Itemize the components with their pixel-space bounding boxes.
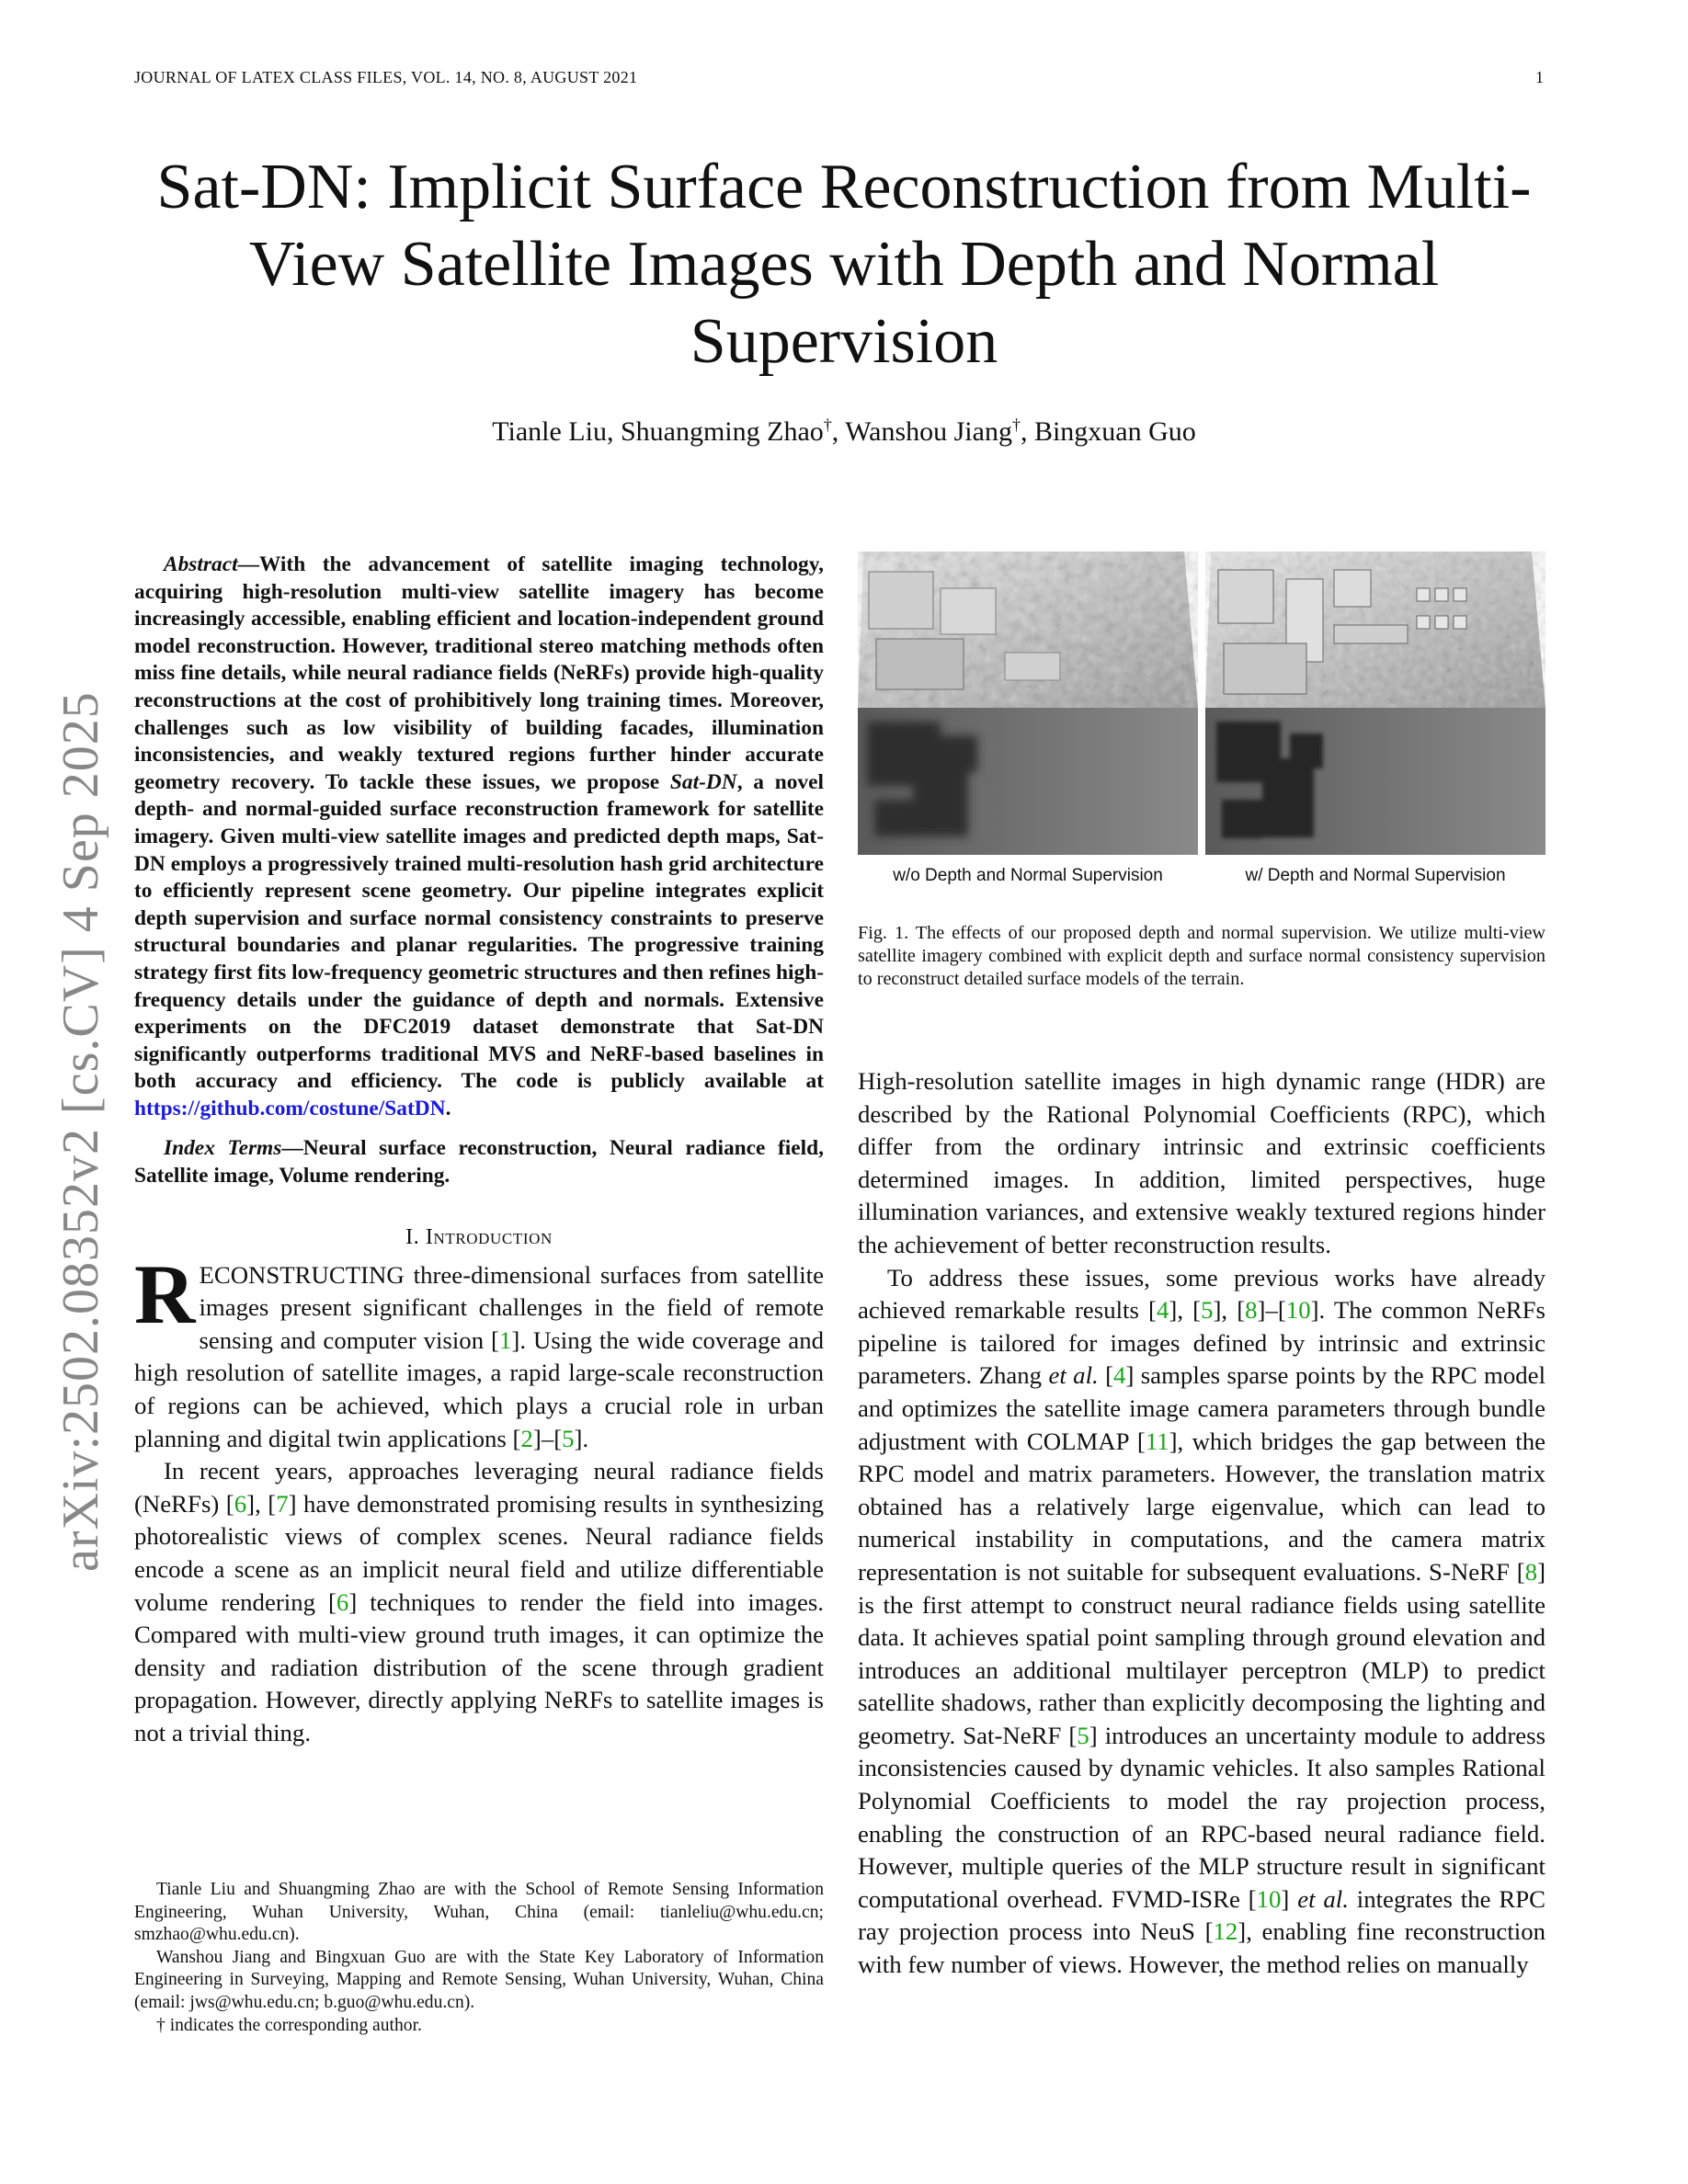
figure-caption: Fig. 1. The effects of our proposed depth and normal supervision. We utilize multi-view satellite imagery combined with explicit depth and surface normal consistency supervision to reconstruct detailed surface models of the terrain. (858, 923, 1545, 990)
arxiv-stamp: arXiv:2502.08352v2 [cs.CV] 4 Sep 2025 (52, 691, 109, 1572)
figure-label-right: w/ Depth and Normal Supervision (1245, 866, 1506, 885)
citation-link[interactable]: 10 (1256, 1884, 1282, 1913)
code-link[interactable]: https://github.com/costune/SatDN (134, 1096, 446, 1120)
text: ECONSTRUCTING three-dimensional surfaces from satellite images present significant challenges in the field of remote sensing and computer vision [ (199, 1260, 824, 1354)
citation-link[interactable]: 5 (1077, 1721, 1089, 1749)
text: ]–[ (1257, 1296, 1286, 1325)
figure-label-left: w/o Depth and Normal Supervision (893, 866, 1163, 885)
paper-title: Sat-DN: Implicit Surface Reconstruction from Multi-View Satellite Images with Depth and Normal Supervision (156, 152, 1532, 377)
text: ], which bridges the gap between the RPC model and matrix parameters. However, the translation matrix obtained has a relatively large eigenvalue, which can lead to numerical instability in computations, and the camera matrix representation is not suitable for subsequent evaluations. S-NeRF [ (858, 1427, 1545, 1586)
section-number: I. (405, 1224, 426, 1249)
citation-link[interactable]: 12 (1213, 1917, 1238, 1946)
text: ] is the first attempt to construct neural radiance fields using satellite data. It achieves spatial point sampling through ground elevation and introduces an additional multilayer perceptron (MLP) to predict satellite shadows, rather than explicitly decomposing the lighting and geometry. Sat-NeRF [ (858, 1557, 1545, 1749)
left-column (134, 552, 824, 1750)
abstract (134, 552, 824, 1122)
citation-link[interactable]: 2 (520, 1424, 533, 1452)
citation-link[interactable]: 6 (234, 1489, 247, 1518)
abstract-text: —With the advancement of satellite imaging technology, acquiring high-resolution multi-view satellite imagery has become increasingly accessible, enabling efficient and location-independent ground model reconstruction. However, traditional stereo matching methods often miss fine details, while neural radiance fields (NeRFs) provide high-quality reconstructions at the cost of prohibitively long training times. Moreover, challenges such as low visibility of building facades, illumination inconsistencies, and weakly textured regions further hinder accurate geometry recovery. To tackle these issues, we propose (134, 552, 824, 794)
citation-link[interactable]: 4 (1156, 1296, 1169, 1325)
drop-cap: R (134, 1246, 196, 1341)
dagger-mark: † (823, 415, 832, 434)
footnotes (134, 1879, 824, 2037)
abstract-text-2: , a novel depth- and normal-guided surface reconstruction framework for satellite imagery. Given multi-view satellite images and predicted depth maps, Sat-DN employs a progressively trained multi-resolution hash grid architecture to efficiently represent scene geometry. Our pipeline integrates explicit depth supervision and surface normal consistency constraints to preserve structural boundaries and planar regularities. The progressive training strategy first fits low-frequency geometric structures and then refines high-frequency details under the guidance of depth and normals. Extensive experiments on the DFC2019 dataset demonstrate that Sat-DN significantly outperforms traditional MVS and NeRF-based baselines in both accuracy and efficiency. The code is publicly available at (134, 769, 824, 1094)
text: ] samples sparse points by the RPC model and optimizes the satellite image camera parameters through bundle adjustment with COLMAP [ (858, 1361, 1546, 1455)
index-terms-label: Index Terms (164, 1136, 282, 1161)
mesh-render-with-supervision (1205, 552, 1545, 708)
right-paragraph-1: High-resolution satellite images in high dynamic range (HDR) are described by the Rational Polynomial Coefficients (RPC), which differ from the ordinary intrinsic and extrinsic coefficients determined images. In addition, limited perspectives, huge illumination variances, and extensive weakly textured regions hinder the achievement of better reconstruction results. (858, 1067, 1545, 1258)
index-terms-text: —Neural surface reconstruction, Neural radiance field, Satellite image, Volume rendering. (134, 1136, 824, 1189)
abstract-end: . (445, 1096, 451, 1120)
citation-link[interactable]: 7 (276, 1489, 289, 1518)
citation-link[interactable]: 5 (1201, 1296, 1214, 1325)
text: ], [ (1169, 1296, 1202, 1325)
right-paragraph-2 (858, 1262, 1545, 1982)
section-name: Introduction (425, 1224, 553, 1249)
author-3: , Bingxuan Guo (1020, 416, 1196, 447)
text: ]. Using the wide coverage and high resolution of satellite images, a rapid large-scale reconstruction of regions can be achieved, which plays a crucial role in urban planning and digital twin applications [ (134, 1325, 825, 1452)
footnote-1: Tianle Liu and Shuangming Zhao are with the School of Remote Sensing Information Engineering, Wuhan University, Wuhan, China (email: tianleliu@whu.edu.cn; smzhao@whu.edu.cn). (134, 1880, 824, 1945)
citation-link[interactable]: 10 (1285, 1296, 1311, 1325)
running-header: JOURNAL OF LATEX CLASS FILES, VOL. 14, NO. 8, AUGUST 2021 (134, 68, 638, 86)
intro-paragraph-2 (134, 1455, 824, 1749)
citation-link[interactable]: 1 (498, 1325, 512, 1354)
footnote-2: Wanshou Jiang and Bingxuan Guo are with the State Key Laboratory of Information Engineering in Surveying, Mapping and Remote Sensing, Wuhan University, Wuhan, China (email: jws@whu.edu.cn; b.guo@whu.edu.cn). (134, 1947, 824, 2012)
citation-link[interactable]: 11 (1145, 1427, 1169, 1455)
intro-paragraph-1 (134, 1246, 825, 1456)
index-terms (134, 1135, 824, 1189)
text: In recent years, approaches leveraging neural radiance fields (NeRFs) [ (134, 1457, 824, 1518)
citation-link[interactable]: 8 (1245, 1296, 1258, 1325)
et-al: et al. (1048, 1361, 1099, 1390)
text: ], enabling fine reconstruction with few number of views. However, the method relies on manually (858, 1917, 1546, 1979)
et-al: et al. (1297, 1884, 1349, 1913)
author-1: Tianle Liu, Shuangming Zhao (492, 416, 824, 447)
footnote-3: † indicates the corresponding author. (156, 2015, 422, 2035)
text: ] have demonstrated promising results in synthesizing photorealistic views of complex scenes. Neural radiance fields encode a scene as an implicit neural field and utilize differentiable volume rendering [ (134, 1489, 824, 1616)
dagger-mark: † (1011, 415, 1021, 434)
text: ], [ (1213, 1296, 1246, 1325)
text: To address these issues, some previous works have already achieved remarkable results [ (858, 1263, 1545, 1325)
text: ] introduces an uncertainty module to address inconsistencies caused by dynamic vehicles. It also samples Rational Polynomial Coefficients to model the ray projection process, enabling the construction of an RPC-based neural radiance field. However, multiple queries of the MLP structure result in significant computational overhead. FVMD-ISRe [ (858, 1721, 1545, 1913)
mesh-render-without-supervision (858, 552, 1198, 708)
text: ]. (574, 1424, 589, 1452)
method-name: Sat-DN (669, 769, 737, 794)
text: ] (1281, 1884, 1298, 1913)
citation-link[interactable]: 4 (1113, 1361, 1126, 1390)
depth-map-without-supervision (858, 708, 1198, 855)
citation-link[interactable]: 8 (1524, 1557, 1538, 1586)
citation-link[interactable]: 6 (336, 1587, 349, 1616)
text: ] techniques to render the field into images. Compared with multi-view ground truth images, it can optimize the density and radiation distribution of the scene through gradient propagation. However, directly applying NeRFs to satellite images is not a trivial thing. (134, 1587, 824, 1746)
page-number: 1 (1535, 68, 1544, 86)
citation-link[interactable]: 5 (562, 1424, 575, 1452)
text: [ (1098, 1361, 1114, 1390)
right-column-text (858, 1065, 1545, 1982)
depth-map-with-supervision (1205, 708, 1545, 855)
text: ], [ (246, 1489, 277, 1518)
text: ]–[ (532, 1424, 563, 1452)
text: ]. The common NeRFs pipeline is tailored for images defined by intrinsic and extrinsic parameters. Zhang (858, 1296, 1545, 1390)
author-list (147, 415, 1541, 448)
author-2: , Wanshou Jiang (831, 416, 1012, 447)
section-heading-introduction (134, 1225, 824, 1250)
abstract-label: Abstract (164, 552, 238, 576)
text: integrates the RPC ray projection process into NeuS [ (858, 1884, 1546, 1946)
